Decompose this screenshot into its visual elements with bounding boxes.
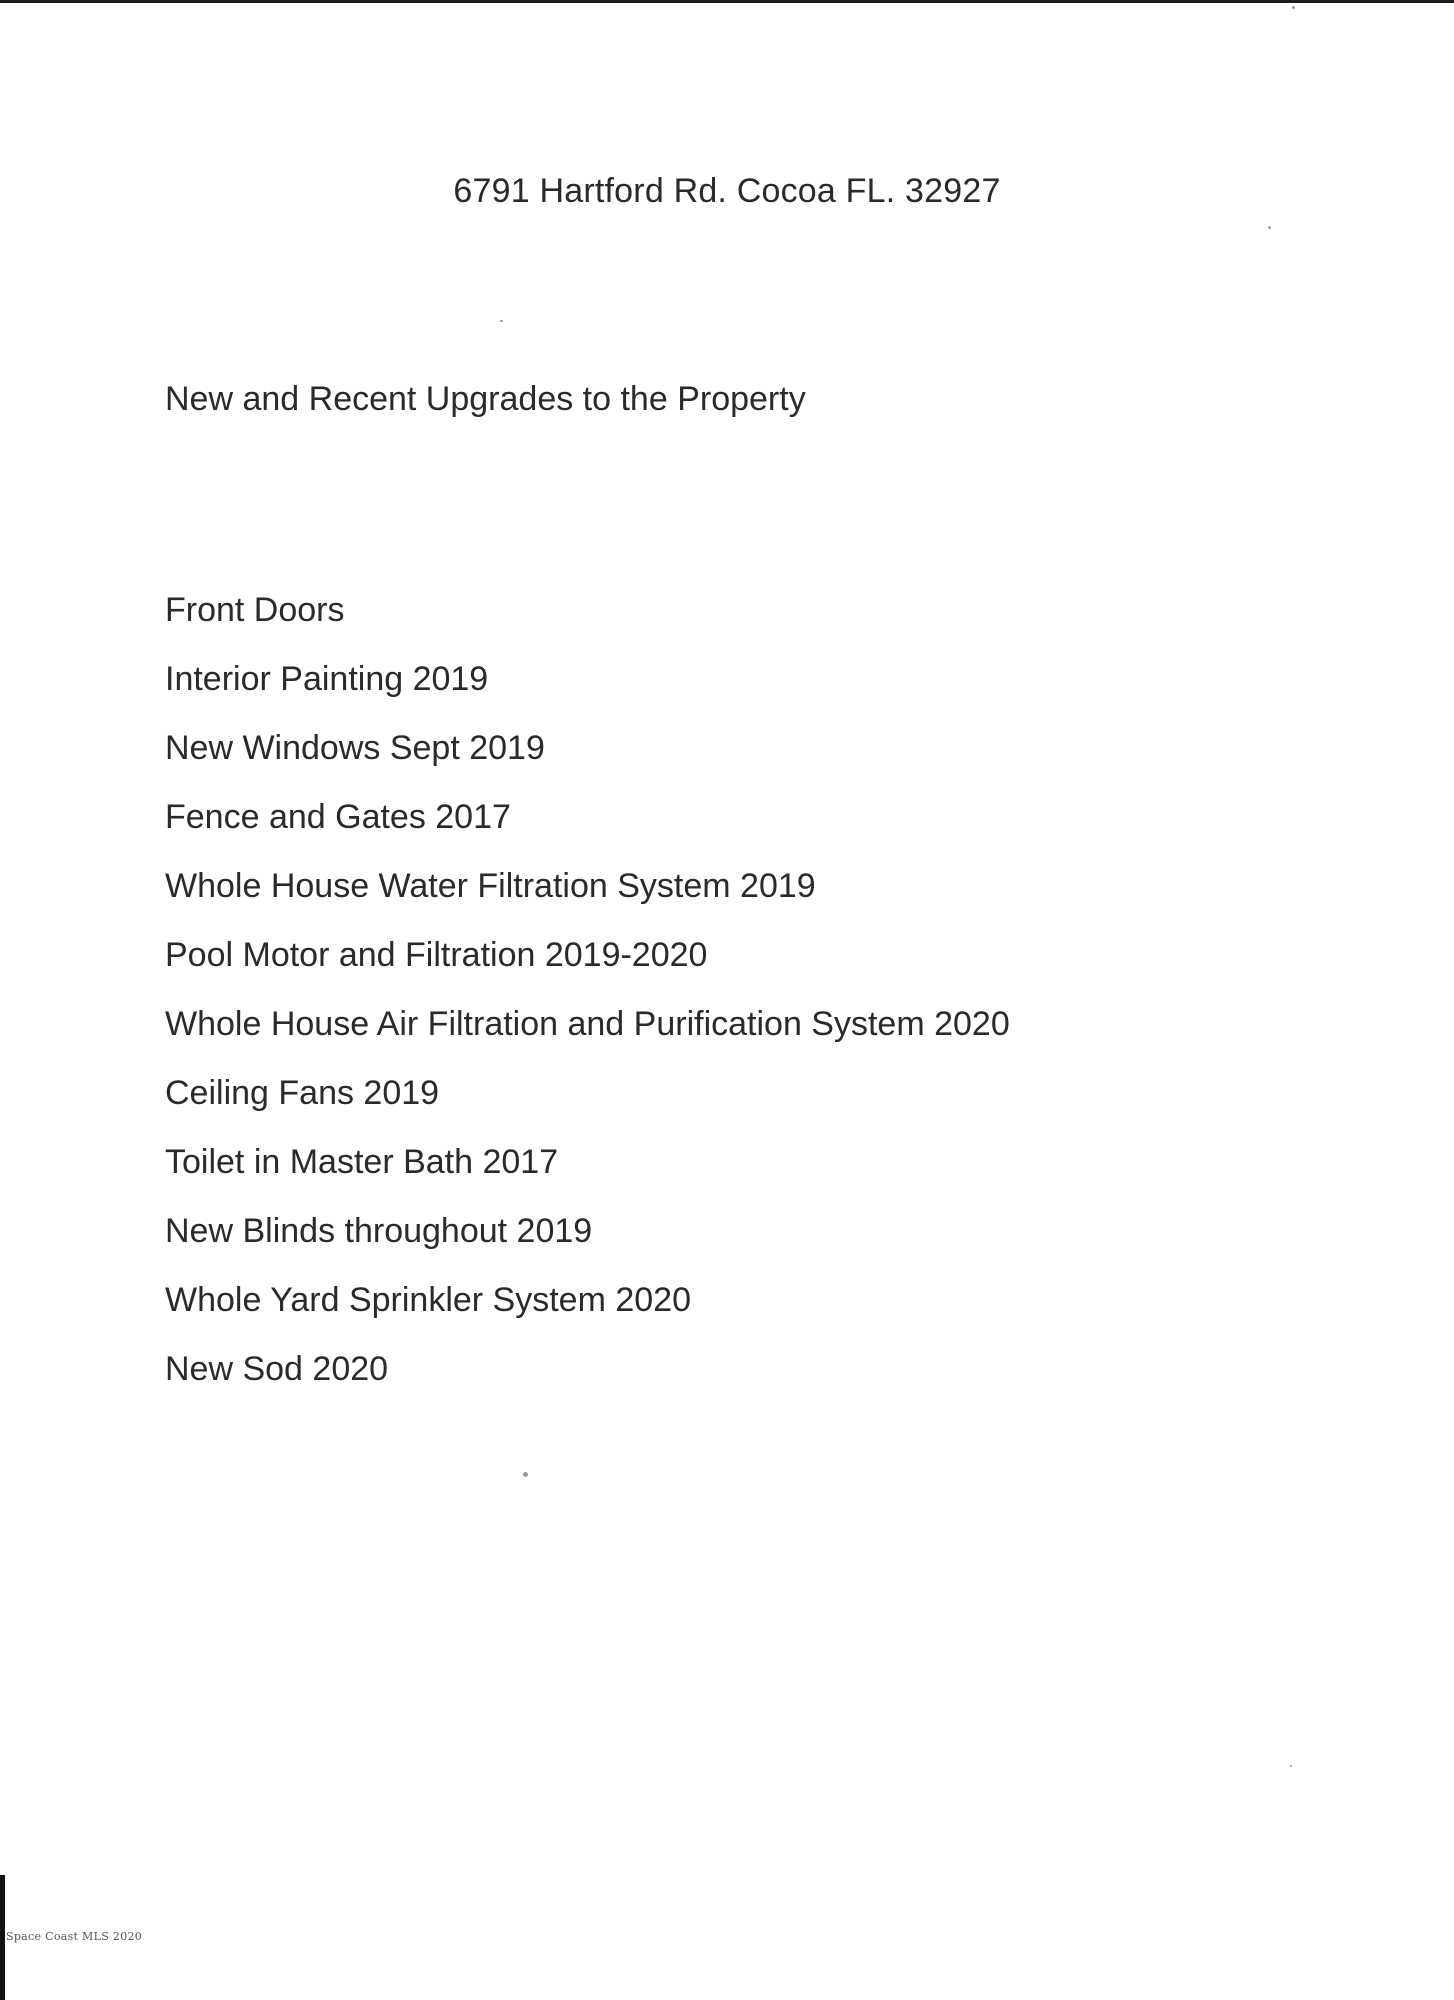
list-item: Whole House Water Filtration System 2019 [165, 867, 816, 905]
list-item: New Sod 2020 [165, 1350, 389, 1388]
list-item: Front Doors [165, 591, 345, 629]
list-item: Ceiling Fans 2019 [165, 1074, 440, 1112]
scan-speck [523, 1472, 528, 1477]
list-item: Fence and Gates 2017 [165, 798, 511, 836]
scan-top-edge [0, 0, 1454, 3]
list-item: New Blinds throughout 2019 [165, 1212, 593, 1250]
scan-speck [1290, 1765, 1292, 1767]
scan-speck [1268, 226, 1271, 229]
scan-left-edge [0, 1875, 5, 2000]
list-item: Interior Painting 2019 [165, 660, 489, 698]
upgrades-heading: New and Recent Upgrades to the Property [165, 380, 806, 418]
list-item: Whole Yard Sprinkler System 2020 [165, 1281, 691, 1319]
scan-speck [500, 320, 503, 322]
mls-watermark: Space Coast MLS 2020 [6, 1930, 143, 1943]
scan-speck [1292, 6, 1295, 9]
list-item: Whole House Air Filtration and Purification System 2020 [165, 1005, 1010, 1043]
list-item: New Windows Sept 2019 [165, 729, 545, 767]
list-item: Pool Motor and Filtration 2019-2020 [165, 936, 708, 974]
property-address: 6791 Hartford Rd. Cocoa FL. 32927 [453, 172, 1001, 210]
list-item: Toilet in Master Bath 2017 [165, 1143, 559, 1181]
upgrades-list [165, 586, 1010, 1414]
